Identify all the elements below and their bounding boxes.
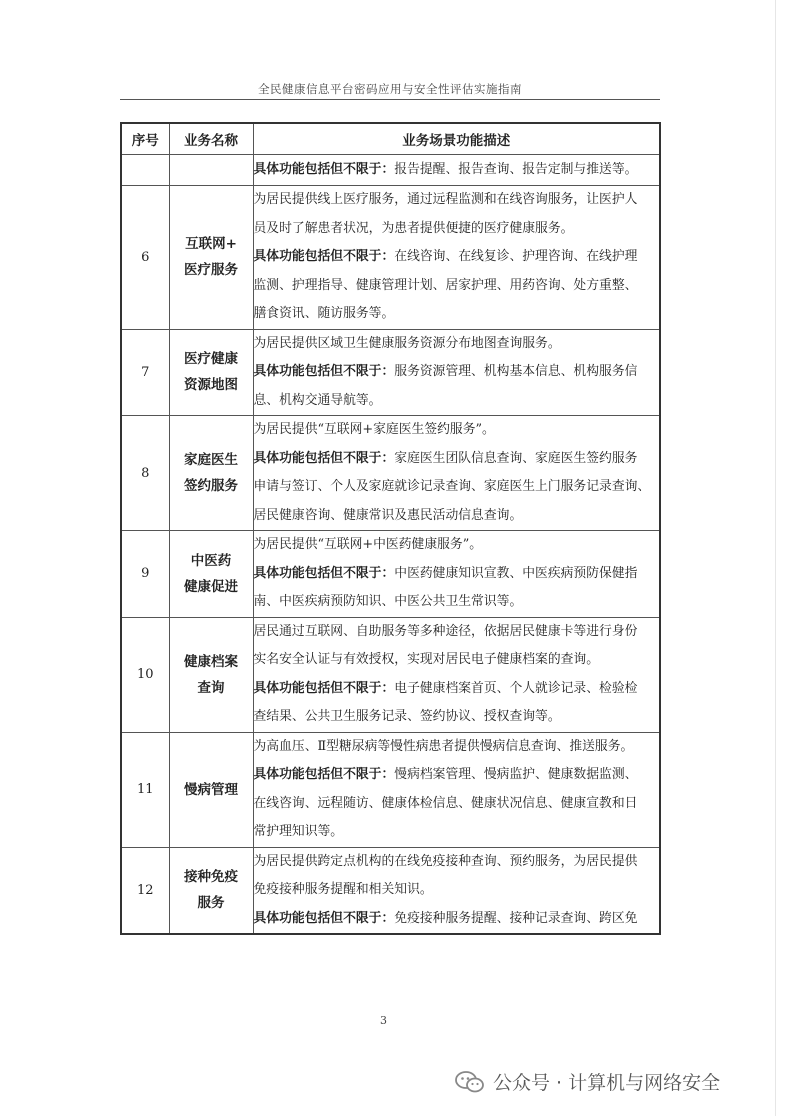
wechat-icon bbox=[455, 1071, 485, 1093]
desc-text: 免疫接种服务提醒和相关知识。 bbox=[253, 882, 433, 897]
table-row bbox=[121, 732, 660, 847]
desc-text: 免疫接种服务提醒、接种记录查询、跨区免 bbox=[394, 910, 638, 926]
desc-text: 为居民提供区域卫生健康服务资源分布地图查询服务。 bbox=[253, 335, 561, 351]
cell-desc bbox=[253, 847, 660, 934]
business-name-line: 健康档案 bbox=[184, 653, 238, 670]
desc-text: 申请与签订、个人及家庭就诊记录查询、家庭医生上门服务记录查询、 bbox=[253, 479, 651, 494]
watermark-text: 公众号 · 计算机与网络安全 bbox=[493, 1072, 721, 1094]
cell-desc bbox=[253, 155, 660, 186]
desc-line bbox=[254, 300, 660, 329]
table-row bbox=[121, 186, 660, 330]
business-name-line: 中医药 bbox=[190, 552, 232, 569]
desc-text: 在线咨询、远程随访、健康体检信息、健康状况信息、健康宣教和日 bbox=[253, 795, 638, 811]
desc-line bbox=[254, 272, 660, 301]
desc-text: 为居民提供“互联网+家庭医生签约服务”。 bbox=[253, 422, 495, 437]
desc-text: 实名安全认证与有效授权，实现对居民电子健康档案的查询。 bbox=[253, 652, 600, 667]
desc-line bbox=[254, 502, 660, 531]
desc-label: 具体功能包括但不限于： bbox=[253, 680, 395, 696]
desc-line bbox=[254, 675, 660, 704]
desc-text: 电子健康档案首页、个人就诊记录、检验检 bbox=[394, 680, 638, 696]
business-name-line: 资源地图 bbox=[184, 377, 238, 394]
desc-line bbox=[254, 531, 660, 560]
desc-text: 南、中医疾病预防知识、中医公共卫生常识等。 bbox=[253, 594, 523, 609]
desc-text: 居民健康咨询、健康常识及惠民活动信息查询。 bbox=[253, 507, 523, 523]
cell-name bbox=[169, 531, 253, 618]
desc-line bbox=[254, 358, 660, 387]
cell-num bbox=[121, 155, 169, 186]
desc-text: 常护理知识等。 bbox=[253, 824, 344, 839]
desc-label: 具体功能包括但不限于： bbox=[253, 450, 395, 466]
table-row bbox=[121, 617, 660, 732]
table-row bbox=[121, 416, 660, 531]
cell-name bbox=[169, 617, 253, 732]
business-name-line: 健康促进 bbox=[184, 578, 238, 595]
desc-text: 查结果、公共卫生服务记录、签约协议、授权查询等。 bbox=[253, 709, 561, 724]
desc-line bbox=[254, 330, 660, 359]
cell-desc bbox=[253, 732, 660, 847]
desc-text: 为居民提供跨定点机构的在线免疫接种查询、预约服务，为居民提供 bbox=[253, 853, 638, 869]
cell-desc bbox=[253, 186, 660, 330]
business-name-line: 签约服务 bbox=[184, 478, 238, 494]
desc-line bbox=[254, 445, 660, 474]
desc-line bbox=[254, 876, 660, 905]
desc-text: 员及时了解患者状况，为患者提供便捷的医疗健康服务。 bbox=[253, 220, 574, 236]
cell-num: 10 bbox=[121, 617, 169, 732]
table-row bbox=[121, 847, 660, 934]
desc-label: 具体功能包括但不限于： bbox=[253, 767, 395, 782]
page-number: 3 bbox=[380, 1014, 387, 1027]
cell-name bbox=[169, 155, 253, 186]
header-rule bbox=[120, 99, 660, 100]
business-name-line: 互联网+ bbox=[185, 236, 237, 253]
cell-desc bbox=[253, 617, 660, 732]
desc-text: 为高血压、Ⅱ型糖尿病等慢性病患者提供慢病信息查询、推送服务。 bbox=[253, 738, 634, 754]
cell-num: 6 bbox=[121, 186, 169, 330]
cell-num: 9 bbox=[121, 531, 169, 618]
desc-text: 在线咨询、在线复诊、护理咨询、在线护理 bbox=[394, 249, 638, 264]
desc-text: 息、机构交通导航等。 bbox=[253, 392, 382, 408]
table-header-row bbox=[121, 123, 660, 155]
desc-label: 具体功能包括但不限于： bbox=[253, 161, 395, 177]
cell-num: 7 bbox=[121, 329, 169, 416]
desc-line bbox=[254, 243, 660, 272]
desc-label: 具体功能包括但不限于： bbox=[253, 364, 395, 379]
running-header: 全民健康信息平台密码应用与安全性评估实施指南 bbox=[258, 82, 522, 96]
desc-line bbox=[254, 818, 660, 847]
business-name-line: 医疗服务 bbox=[184, 262, 238, 279]
desc-text: 家庭医生团队信息查询、家庭医生签约服务 bbox=[394, 450, 638, 466]
desc-line bbox=[254, 560, 660, 589]
business-name-line: 服务 bbox=[197, 895, 225, 912]
desc-text: 膳食资讯、随访服务等。 bbox=[253, 306, 395, 321]
page-edge bbox=[775, 0, 776, 1116]
desc-line bbox=[254, 215, 660, 244]
cell-num: 12 bbox=[121, 847, 169, 934]
cell-name bbox=[169, 847, 253, 934]
cell-num: 8 bbox=[121, 416, 169, 531]
table-row bbox=[121, 531, 660, 618]
desc-line bbox=[254, 790, 660, 819]
desc-line bbox=[254, 848, 660, 877]
cell-name bbox=[169, 732, 253, 847]
desc-line bbox=[254, 733, 660, 762]
cell-num: 11 bbox=[121, 732, 169, 847]
desc-line bbox=[254, 703, 660, 732]
desc-line bbox=[254, 416, 660, 445]
desc-line bbox=[254, 186, 660, 215]
cell-name bbox=[169, 416, 253, 531]
business-name-line: 接种免疫 bbox=[184, 869, 238, 886]
desc-line bbox=[254, 588, 660, 617]
watermark bbox=[455, 1068, 720, 1095]
column-header-desc: 业务场景功能描述 bbox=[253, 123, 660, 155]
cell-desc bbox=[253, 416, 660, 531]
desc-text: 服务资源管理、机构基本信息、机构服务信 bbox=[394, 364, 638, 379]
desc-line bbox=[254, 905, 660, 934]
business-name-line: 查询 bbox=[197, 679, 225, 696]
desc-text: 报告提醒、报告查询、报告定制与推送等。 bbox=[394, 161, 638, 177]
table-row bbox=[121, 329, 660, 416]
business-name-line: 慢病管理 bbox=[184, 781, 238, 798]
desc-text: 中医药健康知识宣教、中医疾病预防保健指 bbox=[394, 565, 638, 581]
table-row-continuation bbox=[121, 155, 660, 186]
desc-text: 监测、护理指导、健康管理计划、居家护理、用药咨询、处方重整、 bbox=[253, 277, 638, 293]
desc-text: 为居民提供线上医疗服务，通过远程监测和在线咨询服务，让医护人 bbox=[253, 192, 638, 207]
desc-text: 为居民提供“互联网+中医药健康服务”。 bbox=[253, 537, 483, 552]
desc-label: 具体功能包括但不限于： bbox=[253, 910, 395, 926]
desc-label: 具体功能包括但不限于： bbox=[253, 565, 395, 581]
desc-line bbox=[254, 387, 660, 416]
cell-name bbox=[169, 329, 253, 416]
cell-desc bbox=[253, 531, 660, 618]
desc-line bbox=[254, 646, 660, 675]
column-header-name: 业务名称 bbox=[169, 123, 253, 155]
desc-text: 居民通过互联网、自助服务等多种途径，依据居民健康卡等进行身份 bbox=[253, 623, 638, 639]
desc-line bbox=[254, 761, 660, 790]
desc-label: 具体功能包括但不限于： bbox=[253, 249, 395, 264]
cell-name bbox=[169, 186, 253, 330]
business-table bbox=[120, 122, 661, 935]
column-header-num: 序号 bbox=[121, 123, 169, 155]
business-name-line: 医疗健康 bbox=[184, 351, 238, 368]
desc-line bbox=[254, 618, 660, 647]
desc-text: 慢病档案管理、慢病监护、健康数据监测、 bbox=[394, 767, 638, 782]
desc-line bbox=[254, 473, 660, 502]
business-name-line: 家庭医生 bbox=[184, 452, 238, 468]
cell-desc bbox=[253, 329, 660, 416]
